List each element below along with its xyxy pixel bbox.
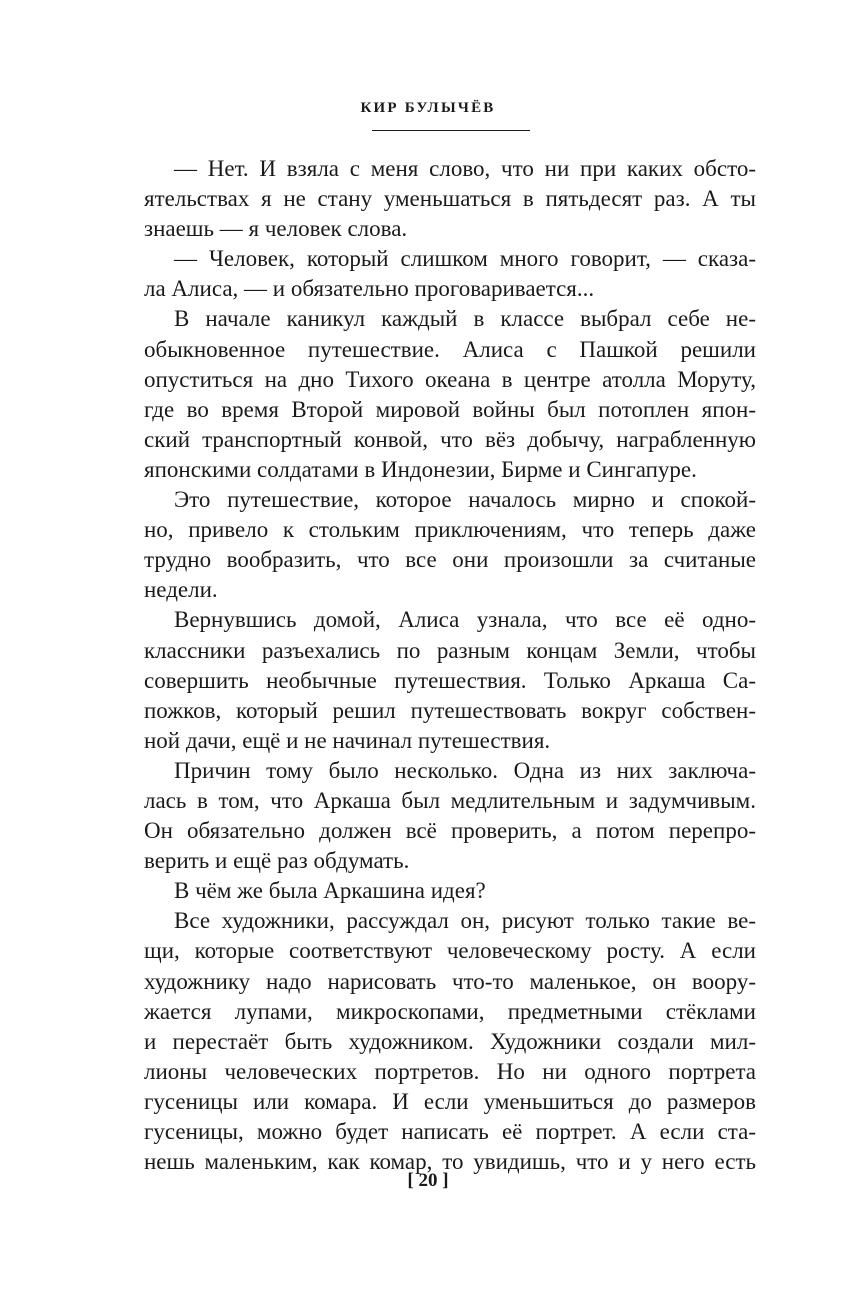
page-number: [ 20 ] xyxy=(407,1170,449,1191)
running-head-rule xyxy=(372,130,530,131)
text-line: Все художники, рассуждал он, рисуют только такие ве- xyxy=(174,908,756,934)
text-line: В чём же была Аркашина идея? xyxy=(174,878,486,904)
text-line: где во время Второй мировой войны был потоплен япон- xyxy=(144,396,756,422)
text-line: художнику надо нарисовать что-то маленькое, он воору- xyxy=(144,968,756,994)
text-line: нешь маленьким, как комар, то увидишь, что и у него есть xyxy=(144,1149,756,1175)
text-line: обыкновенное путешествие. Алиса с Пашкой решили xyxy=(144,336,756,362)
text-line: японскими солдатами в Индонезии, Бирме и Сингапуре. xyxy=(144,456,697,482)
running-head: КИР БУЛЫЧЁВ xyxy=(360,100,496,116)
text-line: недели. xyxy=(144,577,218,603)
text-line: пожков, который решил путешествовать вокруг собствен- xyxy=(144,697,756,723)
text-line: В начале каникул каждый в классе выбрал себе не- xyxy=(174,306,756,332)
text-line: — Человек, который слишком много говорит, — сказа- xyxy=(174,246,756,272)
text-line: Он обязательно должен всё проверить, а потом перепро- xyxy=(144,818,756,844)
text-line: щи, которые соответствуют человеческому росту. А если xyxy=(144,938,756,964)
text-line: — Нет. И взяла с меня слово, что ни при каких обсто- xyxy=(174,156,756,181)
text-line: ский транспортный конвой, что вёз добычу, награбленную xyxy=(144,426,756,452)
text-line: Вернувшись домой, Алиса узнала, что все её одно- xyxy=(174,607,756,633)
text-line: лионы человеческих портретов. Но ни одного портрета xyxy=(144,1058,756,1084)
text-line: жается лупами, микроскопами, предметными стёклами xyxy=(144,998,756,1024)
text-line: гусеницы или комара. И если уменьшиться до размеров xyxy=(144,1088,756,1114)
text-line: ла Алиса, — и обязательно проговаривается... xyxy=(144,276,595,302)
text-line: совершить необычные путешествия. Только Аркаша Са- xyxy=(144,667,756,693)
text-line: но, привело к стольким приключениям, что теперь даже xyxy=(144,517,756,543)
text-line: ятельствах я не стану уменьшаться в пятьдесят раз. А ты xyxy=(144,186,756,212)
text-line: Это путешествие, которое началось мирно и спокой- xyxy=(174,487,756,513)
text-line: Причин тому было несколько. Одна из них заключа- xyxy=(174,757,756,783)
text-line: лась в том, что Аркаша был медлительным и задумчивым. xyxy=(144,787,756,813)
text-line: верить и ещё раз обдумать. xyxy=(144,848,410,874)
text-line: гусеницы, можно будет написать её портрет. А если ста- xyxy=(144,1119,756,1144)
text-line: знаешь — я человек слова. xyxy=(144,216,408,242)
body-text xyxy=(144,154,756,1177)
text-line: опуститься на дно Тихого океана в центре атолла Моруту, xyxy=(144,366,756,392)
text-line: трудно вообразить, что все они произошли за считаные xyxy=(144,547,756,573)
text-line: ной дачи, ещё и не начинал путешествия. xyxy=(144,727,551,753)
text-line: и перестаёт быть художником. Художники создали мил- xyxy=(144,1028,756,1054)
text-line: классники разъехались по разным концам Земли, чтобы xyxy=(144,637,756,663)
